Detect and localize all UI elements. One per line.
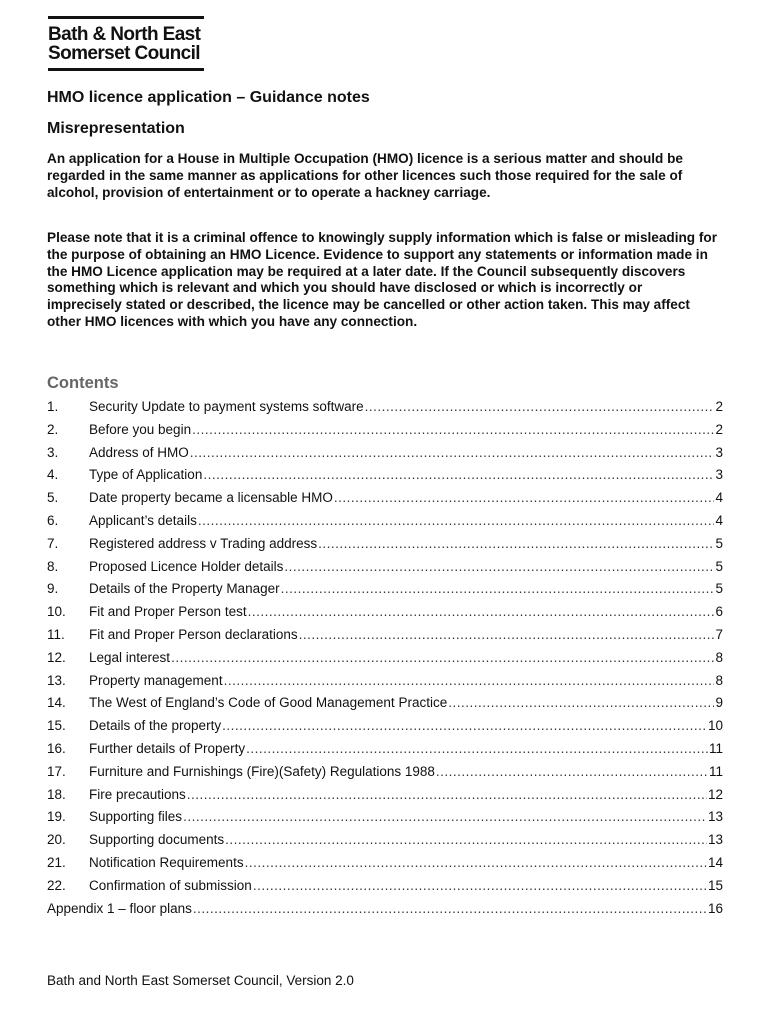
toc-leader-dots [448,692,714,715]
toc-item-number: 11. [47,626,65,642]
toc-item-title: The West of England’s Code of Good Management Practice [89,695,448,711]
toc-item-title: Fire precautions [89,786,186,802]
toc-item-title: Furniture and Furnishings (Fire)(Safety) Regulations 1988 [89,763,435,779]
toc-item-title: Security Update to payment systems software [89,399,364,414]
toc-item-title: Details of the Property Manager [89,581,280,597]
toc-item-page: 8 [715,649,723,665]
toc-leader-dots [193,898,707,921]
toc-leader-dots [436,761,708,784]
toc-appendix-page: 16 [707,901,723,916]
toc-item-page: 4 [715,490,723,506]
toc-item[interactable] [47,829,723,852]
toc-item[interactable] [47,738,723,761]
toc-item-page: 13 [707,809,723,825]
toc-leader-dots [192,419,714,442]
toc-item-number: 8. [47,558,59,574]
toc-leader-dots [334,487,715,510]
toc-item-page: 12 [707,786,723,802]
toc-item[interactable] [47,670,723,693]
logo-top-rule [48,16,204,19]
toc-item-page: 2 [715,399,723,414]
toc-item-page: 9 [715,695,723,711]
toc-leader-dots [198,510,715,533]
table-of-contents [47,396,723,898]
toc-leader-dots [299,624,715,647]
toc-item-number: 13. [47,672,66,688]
toc-leader-dots [222,715,707,738]
toc-item[interactable] [47,510,723,533]
toc-item[interactable] [47,419,723,442]
toc-item-page: 5 [715,581,723,597]
toc-item-number: 16. [47,740,66,756]
toc-item-number: 4. [47,467,59,483]
contents-heading: Contents [47,374,119,392]
toc-item[interactable] [47,487,723,510]
toc-item-page: 4 [715,512,723,528]
toc-leader-dots [281,578,715,601]
toc-item-page: 15 [707,877,723,893]
toc-item-number: 20. [47,832,66,848]
toc-item-title: Fit and Proper Person declarations [89,626,298,642]
toc-leader-dots [284,556,714,579]
toc-leader-dots [190,442,715,465]
toc-leader-dots [253,875,707,898]
toc-leader-dots [246,738,708,761]
toc-leader-dots [224,670,715,693]
toc-item-page: 13 [707,832,723,848]
toc-item-title: Notification Requirements [89,854,244,870]
toc-item-number: 17. [47,763,66,779]
toc-item-number: 15. [47,718,66,734]
toc-item-number: 22. [47,877,66,893]
section-heading-misrepresentation: Misrepresentation [47,120,185,137]
toc-item[interactable] [47,533,723,556]
toc-item-page: 3 [715,467,723,483]
document-title: HMO licence application – Guidance notes [47,89,370,106]
toc-appendix-title: Appendix 1 – floor plans [47,901,192,916]
toc-leader-dots [248,601,715,624]
toc-item-number: 6. [47,512,59,528]
toc-item-page: 5 [715,558,723,574]
toc-item-title: Registered address v Trading address [89,535,318,551]
toc-item-title: Date property became a licensable HMO [89,490,333,506]
toc-item-page: 11 [708,763,723,779]
toc-item[interactable] [47,784,723,807]
footer-version: Bath and North East Somerset Council, Version 2.0 [47,973,354,988]
toc-item[interactable] [47,852,723,875]
council-logo [48,16,204,71]
logo-bottom-rule [48,68,204,71]
toc-item[interactable] [47,875,723,898]
toc-item-number: 10. [47,604,66,620]
toc-item[interactable] [47,624,723,647]
toc-item-title: Property management [89,672,223,688]
toc-leader-dots [183,806,707,829]
toc-item-page: 11 [708,740,723,756]
toc-item[interactable] [47,601,723,624]
toc-item-page: 8 [715,672,723,688]
toc-item[interactable] [47,578,723,601]
toc-item-number: 3. [47,444,59,460]
toc-item[interactable] [47,692,723,715]
toc-item-title: Proposed Licence Holder details [89,558,284,574]
toc-leader-dots [187,784,707,807]
toc-leader-dots [318,533,714,556]
toc-leader-dots [203,464,714,487]
toc-item-number: 1. [47,399,59,414]
toc-item[interactable] [47,442,723,465]
toc-item-title: Details of the property [89,718,222,734]
toc-item[interactable] [47,806,723,829]
toc-leader-dots [225,829,707,852]
toc-item-title: Confirmation of submission [89,877,252,893]
toc-item-title: Legal interest [89,649,171,665]
toc-item-number: 5. [47,490,59,506]
toc-item-page: 14 [707,854,723,870]
toc-item[interactable] [47,396,723,419]
toc-item-number: 12. [47,649,66,665]
toc-item-page: 6 [715,604,723,620]
toc-item-number: 19. [47,809,66,825]
toc-item-title: Supporting files [89,809,183,825]
toc-item-page: 5 [715,535,723,551]
toc-item-title: Before you begin [89,421,192,437]
toc-item-title: Further details of Property [89,740,246,756]
toc-item[interactable] [47,761,723,784]
toc-item-number: 2. [47,421,59,437]
toc-item-title: Fit and Proper Person test [89,604,247,620]
toc-item-title: Address of HMO [89,444,189,460]
toc-item-number: 7. [47,535,59,551]
toc-item-number: 14. [47,695,66,711]
toc-item-title: Supporting documents [89,832,225,848]
toc-item[interactable] [47,556,723,579]
toc-item-page: 2 [715,421,723,437]
toc-item-page: 7 [715,626,723,642]
toc-appendix-item[interactable] [47,898,723,921]
toc-item-title: Type of Application [89,467,203,483]
toc-item-page: 10 [707,718,723,734]
logo-line-1: Bath & North East [48,24,201,45]
logo-line-2: Somerset Council [48,43,200,64]
toc-item-number: 9. [47,581,59,597]
toc-item-number: 21. [47,854,66,870]
toc-item-title: Applicant’s details [89,512,197,528]
toc-leader-dots [245,852,707,875]
toc-item[interactable] [47,647,723,670]
toc-leader-dots [365,396,715,419]
toc-item[interactable] [47,464,723,487]
toc-item-page: 3 [715,444,723,460]
toc-leader-dots [171,647,714,670]
warning-paragraph: Please note that it is a criminal offence to knowingly supply information which is false or misleading for the purpose of obtaining an HMO Licence. Evidence to support any statements or information made in the HMO Licence application may be required at a later date. If the Council subsequently discovers something which is relevant and which you should have disclosed or which is incorrectly or imprecisely stated or described, the licence may be cancelled or other action taken. This may affect other HMO licences with which you have any connection. [47,230,717,329]
intro-paragraph: An application for a House in Multiple Occupation (HMO) licence is a serious matter and should be regarded in the same manner as applications for other licences such those required for the sale of alcohol, provision of entertainment or to operate a hackney carriage. [47,151,683,200]
toc-item-number: 18. [47,786,66,802]
toc-item[interactable] [47,715,723,738]
